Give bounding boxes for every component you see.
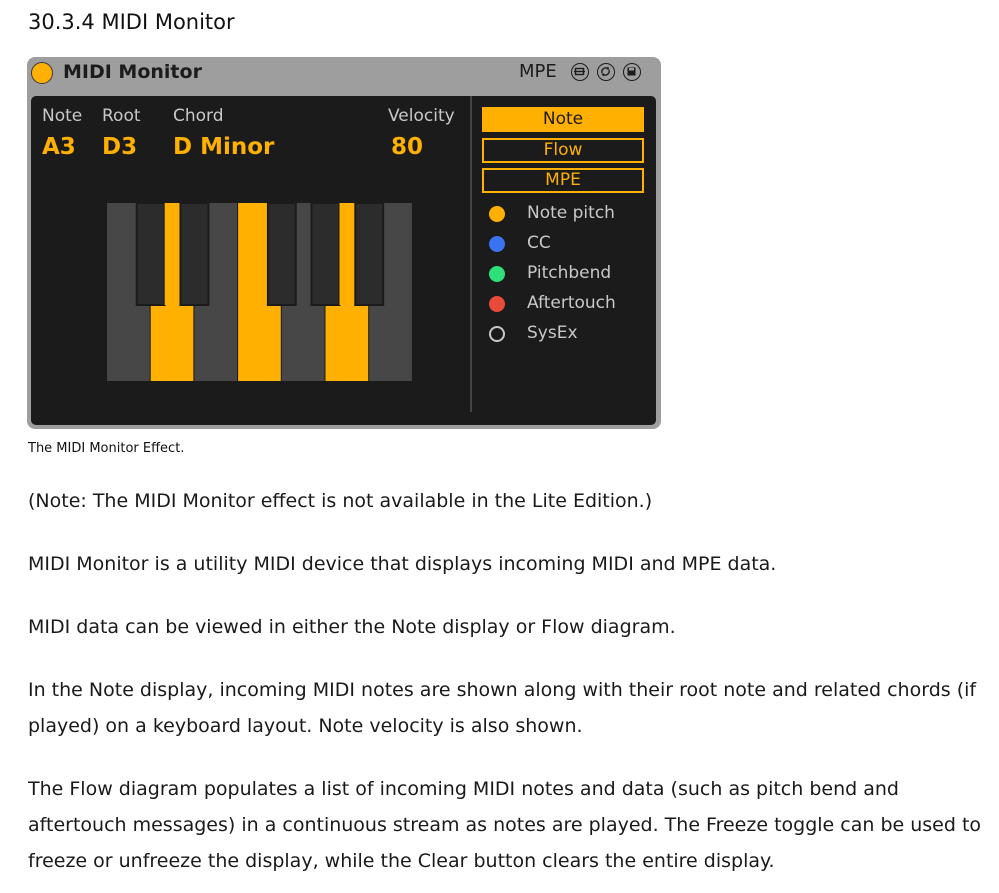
loop-icon[interactable] — [571, 63, 589, 81]
cc-dot-icon — [489, 236, 505, 252]
keyboard-display — [107, 203, 413, 381]
black-key-Csharp — [137, 203, 165, 305]
mpe-label: MPE — [519, 61, 557, 82]
note-value: A3 — [42, 134, 76, 160]
refresh-icon[interactable] — [597, 63, 615, 81]
note-label: Note — [42, 106, 83, 126]
legend-label: Aftertouch — [527, 293, 616, 313]
sysex-dot-icon — [489, 326, 505, 342]
paragraph-intro: MIDI Monitor is a utility MIDI device that displays incoming MIDI and MPE data. — [28, 553, 777, 575]
mode-mpe-button[interactable]: MPE — [482, 168, 644, 193]
device-power-button[interactable] — [31, 62, 53, 84]
pitchbend-dot-icon — [489, 266, 505, 282]
device-titlebar — [27, 57, 661, 89]
legend-label: SysEx — [527, 323, 578, 343]
chord-value: D Minor — [173, 134, 275, 160]
save-icon[interactable] — [623, 63, 641, 81]
legend-label: Note pitch — [527, 203, 615, 223]
legend-label: CC — [527, 233, 551, 253]
highlight-stripe-A — [340, 203, 355, 305]
paragraph-flow-diagram: The Flow diagram populates a list of incoming MIDI notes and data (such as pitch bend and aftertouch messages) in a continuous stream as notes are played. The Freeze toggle can be used to freeze or unfreeze the display, while the Clear button clears the entire display. — [28, 778, 982, 872]
device-title: MIDI Monitor — [63, 61, 202, 83]
root-label: Root — [102, 106, 141, 126]
chord-label: Chord — [173, 106, 224, 126]
paragraph-lite-note: (Note: The MIDI Monitor effect is not available in the Lite Edition.) — [28, 490, 653, 512]
highlight-stripe-F — [252, 203, 267, 305]
mode-note-button[interactable]: Note — [482, 107, 644, 132]
figure-caption: The MIDI Monitor Effect. — [28, 441, 185, 456]
velocity-label: Velocity — [388, 106, 455, 126]
velocity-value: 80 — [391, 134, 424, 160]
highlight-stripe-D — [165, 203, 180, 305]
legend-label: Pitchbend — [527, 263, 612, 283]
midi-monitor-device — [27, 57, 661, 429]
panel-divider — [470, 96, 472, 412]
black-key-Gsharp — [312, 203, 340, 305]
black-key-Dsharp — [180, 203, 208, 305]
black-key-Asharp — [355, 203, 383, 305]
aftertouch-dot-icon — [489, 296, 505, 312]
paragraph-views: MIDI data can be viewed in either the Note display or Flow diagram. — [28, 616, 676, 638]
paragraph-note-display: In the Note display, incoming MIDI notes are shown along with their root note and related chords (if played) on a keyboard layout. Note velocity is also shown. — [28, 679, 977, 737]
root-value: D3 — [102, 134, 138, 160]
section-heading: 30.3.4 MIDI Monitor — [28, 10, 235, 34]
mode-flow-button[interactable]: Flow — [482, 138, 644, 163]
device-panel — [31, 96, 656, 425]
black-key-Fsharp — [268, 203, 296, 305]
note-pitch-dot-icon — [489, 206, 505, 222]
